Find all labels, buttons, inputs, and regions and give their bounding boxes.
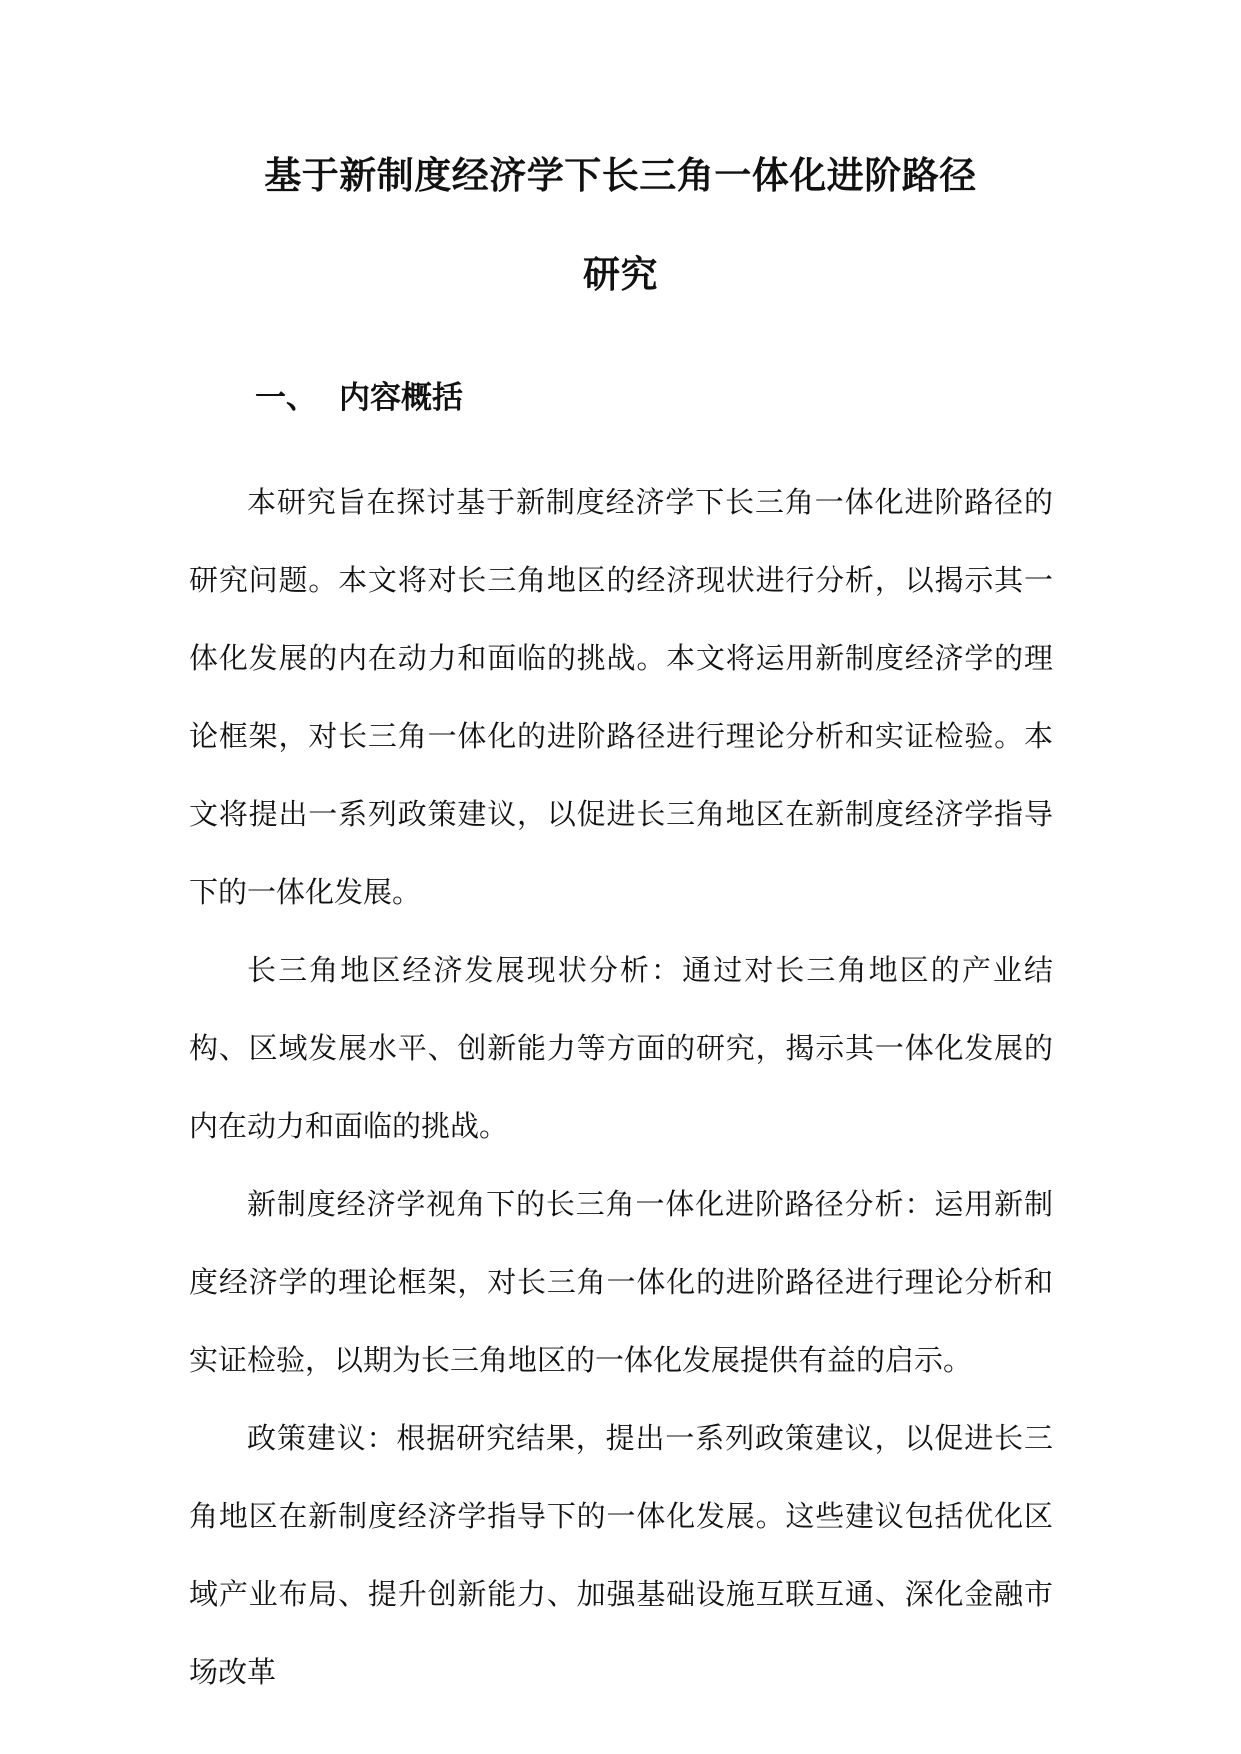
paragraph-path-analysis: 新制度经济学视角下的长三角一体化进阶路径分析：运用新制度经济学的理论框架，对长三角一体化的进阶路径进行理论分析和实证检验，以期为长三角地区的一体化发展提供有益的启示。 [189, 1187, 1053, 1377]
paragraph-overview: 本研究旨在探讨基于新制度经济学下长三角一体化进阶路径的研究问题。本文将对长三角地区的经济现状进行分析，以揭示其一体化发展的内在动力和面临的挑战。本文将运用新制度经济学的理论框架，对长三角一体化的进阶路径进行理论分析和实证检验。本文将提出一系列政策建议，以促进长三角地区在新制度经济学指导下的一体化发展。 [189, 485, 1053, 909]
section-heading [255, 380, 463, 416]
paragraph-policy-suggestions: 政策建议：根据研究结果，提出一系列政策建议，以促进长三角地区在新制度经济学指导下的一体化发展。这些建议包括优化区域产业布局、提升创新能力、加强基础设施互联互通、深化金融市场改革 [189, 1421, 1053, 1689]
section-title: 内容概括 [339, 380, 463, 416]
paragraph-status-analysis: 长三角地区经济发展现状分析：通过对长三角地区的产业结构、区域发展水平、创新能力等方面的研究，揭示其一体化发展的内在动力和面临的挑战。 [189, 953, 1053, 1143]
section-number: 一、 [255, 380, 317, 416]
document-title-line-1: 基于新制度经济学下长三角一体化进阶路径 [264, 154, 977, 197]
body-text [189, 463, 1053, 1711]
document-title-line-2: 研究 [583, 253, 658, 296]
